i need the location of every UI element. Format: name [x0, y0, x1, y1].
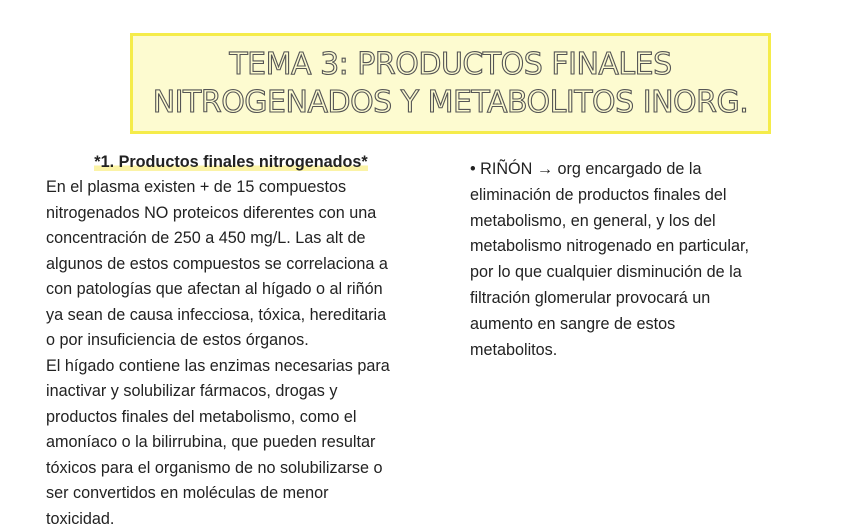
text-line: metabolismo, en general, y los del: [470, 209, 840, 235]
title-line-2: NITROGENADOS Y METABOLITOS INORG.: [153, 84, 749, 122]
title-line-1: TEMA 3: PRODUCTOS FINALES: [229, 46, 671, 84]
text-line: algunos de estos compuestos se correlaciona a: [46, 252, 446, 278]
paragraph-liver: [46, 354, 446, 532]
text-line: con patologías que afectan al hígado o al riñón: [46, 277, 446, 303]
text-line: ya sean de causa infecciosa, tóxica, hereditaria: [46, 303, 446, 329]
text-line: El hígado contiene las enzimas necesarias para: [46, 354, 446, 380]
text-line: o por insuficiencia de estos órganos.: [46, 328, 446, 354]
bullet-kidney: • RIÑÓN → org encargado de la: [470, 157, 840, 183]
text-line: toxicidad.: [46, 507, 446, 532]
text-line: nitrogenados NO proteicos diferentes con una: [46, 201, 446, 227]
text-line: productos finales del metabolismo, como el: [46, 405, 446, 431]
section-heading-text: *1. Productos finales nitrogenados*: [94, 153, 367, 171]
title-box: [130, 33, 771, 134]
right-column: [470, 157, 840, 363]
text-line: aumento en sangre de estos: [470, 312, 840, 338]
text-line: por lo que cualquier disminución de la: [470, 260, 840, 286]
text-line: tóxicos para el organismo de no solubilizarse o: [46, 456, 446, 482]
text-line: eliminación de productos finales del: [470, 183, 840, 209]
text-line: En el plasma existen + de 15 compuestos: [46, 175, 446, 201]
left-column: [46, 150, 446, 532]
text-line: amoníaco o la bilirrubina, que pueden resultar: [46, 430, 446, 456]
text-line: inactivar y solubilizar fármacos, drogas y: [46, 379, 446, 405]
text-line: ser convertidos en moléculas de menor: [46, 481, 446, 507]
text-line: metabolismo nitrogenado en particular,: [470, 234, 840, 260]
paragraph-plasma: [46, 175, 446, 354]
section-heading: [46, 150, 416, 175]
text-line: filtración glomerular provocará un: [470, 286, 840, 312]
text-line: metabolitos.: [470, 338, 840, 364]
text-line: concentración de 250 a 450 mg/L. Las alt de: [46, 226, 446, 252]
